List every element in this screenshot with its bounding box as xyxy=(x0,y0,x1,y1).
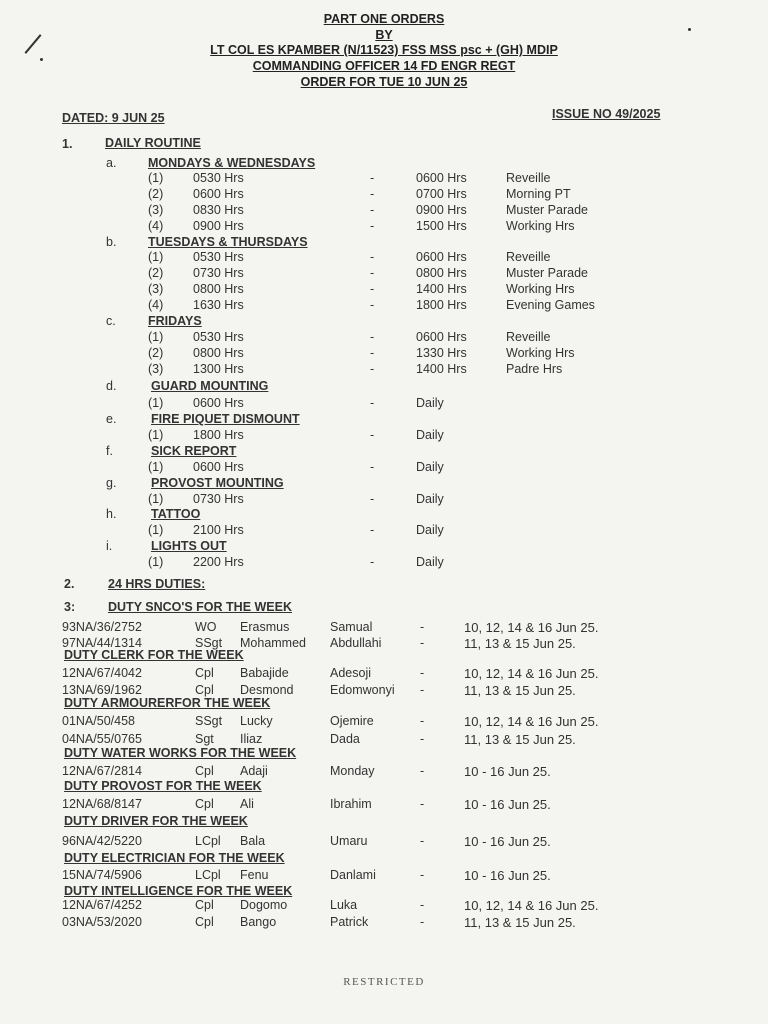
section-number-2: 2. xyxy=(64,577,75,591)
duty-rank: Cpl xyxy=(195,764,214,778)
duty-group-title: DUTY ELECTRICIAN FOR THE WEEK xyxy=(64,851,285,865)
routine-row-start-time: 2100 Hrs xyxy=(193,523,244,537)
header-title: PART ONE ORDERS xyxy=(323,12,445,26)
duty-group-title: DUTY DRIVER FOR THE WEEK xyxy=(64,814,248,828)
routine-row-number: (1) xyxy=(148,523,164,537)
routine-row-dash: - xyxy=(370,555,375,569)
routine-section-title: MONDAYS & WEDNESDAYS xyxy=(148,156,316,170)
duty-service-number: 03NA/53/2020 xyxy=(62,915,142,929)
duty-group-title: DUTY PROVOST FOR THE WEEK xyxy=(64,779,262,793)
duty-first-name: Bala xyxy=(240,834,266,848)
routine-row-end-time: 1800 Hrs xyxy=(416,298,467,312)
routine-section-letter: h. xyxy=(106,507,117,521)
routine-row-end-time: 0900 Hrs xyxy=(416,203,467,217)
duty-first-name: Erasmus xyxy=(240,620,290,634)
routine-row-dash: - xyxy=(370,219,375,233)
duty-dates: 11, 13 & 15 Jun 25. xyxy=(464,915,576,930)
routine-row-dash: - xyxy=(370,187,375,201)
duty-snco-title: DUTY SNCO'S FOR THE WEEK xyxy=(108,600,293,614)
routine-section-title: PROVOST MOUNTING xyxy=(151,476,284,490)
duty-last-name: Dada xyxy=(330,732,360,746)
routine-row-dash: - xyxy=(370,346,375,360)
routine-row-number: (1) xyxy=(148,396,164,410)
duty-dates: 10, 12, 14 & 16 Jun 25. xyxy=(464,714,599,729)
duty-last-name: Luka xyxy=(330,898,358,912)
routine-row-dash: - xyxy=(370,330,375,344)
duty-last-name: Ibrahim xyxy=(330,797,372,811)
routine-row-dash: - xyxy=(370,282,375,296)
duty-rank: Sgt xyxy=(195,732,214,746)
routine-row-dash: - xyxy=(370,203,375,217)
duty-dates: 11, 13 & 15 Jun 25. xyxy=(464,683,576,698)
duty-last-name: Umaru xyxy=(330,834,368,848)
duty-service-number: 12NA/67/2814 xyxy=(62,764,142,778)
duty-rank: SSgt xyxy=(195,714,223,728)
duty-first-name: Iliaz xyxy=(240,732,263,746)
duty-last-name: Patrick xyxy=(330,915,369,929)
duty-dash: - xyxy=(420,868,425,882)
routine-row-start-time: 2200 Hrs xyxy=(193,555,244,569)
routine-row-number: (1) xyxy=(148,555,164,569)
routine-section-title: SICK REPORT xyxy=(151,444,237,458)
duty-group-title: DUTY CLERK FOR THE WEEK xyxy=(64,648,244,662)
duty-last-name: Abdullahi xyxy=(330,636,382,650)
duty-first-name: Lucky xyxy=(240,714,273,728)
routine-row-start-time: 0600 Hrs xyxy=(193,187,244,201)
header-commander: LT COL ES KPAMBER (N/11523) FSS MSS psc + (GH) MDIP xyxy=(210,43,558,57)
duty-dash: - xyxy=(420,636,425,650)
duty-dash: - xyxy=(420,834,425,848)
routine-row-end-time: Daily xyxy=(416,555,444,569)
duties-24-title: 24 HRS DUTIES: xyxy=(108,577,206,591)
duty-dates: 10 - 16 Jun 25. xyxy=(464,834,551,849)
routine-section-letter: a. xyxy=(106,156,117,170)
duty-rank: SSgt xyxy=(195,636,223,650)
duty-dash: - xyxy=(420,898,425,912)
routine-row-number: (3) xyxy=(148,362,164,376)
duty-service-number: 15NA/74/5906 xyxy=(62,868,142,882)
routine-row-number: (1) xyxy=(148,171,164,185)
routine-row-activity: Reveille xyxy=(506,330,551,344)
routine-row-end-time: 0800 Hrs xyxy=(416,266,467,280)
routine-row-end-time: Daily xyxy=(416,460,444,474)
routine-row-number: (2) xyxy=(148,187,164,201)
routine-row-dash: - xyxy=(370,362,375,376)
daily-routine-title: DAILY ROUTINE xyxy=(105,136,201,150)
routine-row-dash: - xyxy=(370,171,375,185)
section-number-3: 3: xyxy=(64,600,76,614)
routine-row-start-time: 0730 Hrs xyxy=(193,266,244,280)
routine-section-title: FIRE PIQUET DISMOUNT xyxy=(151,412,300,426)
duty-dash: - xyxy=(420,915,425,929)
routine-row-end-time: 1400 Hrs xyxy=(416,282,467,296)
routine-row-end-time: 1500 Hrs xyxy=(416,219,467,233)
duty-first-name: Bango xyxy=(240,915,277,929)
dated-label: DATED: 9 JUN 25 xyxy=(62,111,165,125)
routine-section-letter: e. xyxy=(106,412,117,426)
routine-row-activity: Muster Parade xyxy=(506,203,588,217)
routine-row-start-time: 0530 Hrs xyxy=(193,330,244,344)
duty-dates: 10, 12, 14 & 16 Jun 25. xyxy=(464,666,599,681)
duty-first-name: Desmond xyxy=(240,683,294,697)
routine-row-start-time: 0800 Hrs xyxy=(193,282,244,296)
routine-row-start-time: 0830 Hrs xyxy=(193,203,244,217)
routine-row-number: (4) xyxy=(148,219,164,233)
duty-dates: 10 - 16 Jun 25. xyxy=(464,797,551,812)
duty-dates: 11, 13 & 15 Jun 25. xyxy=(464,636,576,651)
duty-service-number: 96NA/42/5220 xyxy=(62,834,142,848)
duty-dates: 10 - 16 Jun 25. xyxy=(464,764,551,779)
routine-row-number: (1) xyxy=(148,428,164,442)
header-by: BY xyxy=(375,28,393,42)
routine-row-dash: - xyxy=(370,266,375,280)
routine-row-end-time: 1330 Hrs xyxy=(416,346,467,360)
routine-row-end-time: Daily xyxy=(416,492,444,506)
routine-section-letter: f. xyxy=(106,444,113,458)
duty-service-number: 04NA/55/0765 xyxy=(62,732,142,746)
routine-row-activity: Padre Hrs xyxy=(506,362,563,376)
routine-section-title: GUARD MOUNTING xyxy=(151,379,269,393)
routine-row-number: (2) xyxy=(148,266,164,280)
routine-row-dash: - xyxy=(370,523,375,537)
header-order-date: ORDER FOR TUE 10 JUN 25 xyxy=(300,75,468,89)
duty-rank: LCpl xyxy=(195,834,221,848)
duty-last-name: Adesoji xyxy=(330,666,371,680)
routine-row-start-time: 0730 Hrs xyxy=(193,492,244,506)
routine-row-activity: Evening Games xyxy=(506,298,595,312)
duty-service-number: 97NA/44/1314 xyxy=(62,636,142,650)
duty-group-title: DUTY WATER WORKS FOR THE WEEK xyxy=(64,746,297,760)
duty-rank: Cpl xyxy=(195,666,214,680)
routine-row-dash: - xyxy=(370,460,375,474)
routine-row-activity: Working Hrs xyxy=(506,282,575,296)
routine-row-start-time: 1800 Hrs xyxy=(193,428,244,442)
duty-rank: Cpl xyxy=(195,797,214,811)
duty-first-name: Mohammed xyxy=(240,636,306,650)
duty-dates: 11, 13 & 15 Jun 25. xyxy=(464,732,576,747)
routine-row-start-time: 0530 Hrs xyxy=(193,171,244,185)
routine-section-title: LIGHTS OUT xyxy=(151,539,227,553)
duty-first-name: Dogomo xyxy=(240,898,288,912)
duty-last-name: Monday xyxy=(330,764,375,778)
routine-row-dash: - xyxy=(370,428,375,442)
duty-service-number: 13NA/69/1962 xyxy=(62,683,142,697)
restricted-footer: RESTRICTED xyxy=(343,976,425,988)
routine-row-activity: Morning PT xyxy=(506,187,571,201)
routine-row-start-time: 0600 Hrs xyxy=(193,396,244,410)
routine-row-activity: Muster Parade xyxy=(506,266,588,280)
routine-row-number: (3) xyxy=(148,203,164,217)
duty-first-name: Ali xyxy=(240,797,254,811)
duty-rank: WO xyxy=(195,620,217,634)
duty-service-number: 12NA/67/4042 xyxy=(62,666,142,680)
routine-row-activity: Reveille xyxy=(506,171,551,185)
routine-row-activity: Working Hrs xyxy=(506,219,575,233)
duty-service-number: 01NA/50/458 xyxy=(62,714,135,728)
routine-row-number: (2) xyxy=(148,346,164,360)
duty-group-title: DUTY INTELLIGENCE FOR THE WEEK xyxy=(64,884,293,898)
duty-dash: - xyxy=(420,797,425,811)
routine-row-dash: - xyxy=(370,298,375,312)
routine-row-start-time: 1300 Hrs xyxy=(193,362,244,376)
routine-row-end-time: 1400 Hrs xyxy=(416,362,467,376)
routine-section-letter: d. xyxy=(106,379,117,393)
routine-section-title: TUESDAYS & THURSDAYS xyxy=(148,235,308,249)
duty-rank: Cpl xyxy=(195,898,214,912)
routine-row-number: (3) xyxy=(148,282,164,296)
duty-dash: - xyxy=(420,620,425,634)
routine-section-letter: b. xyxy=(106,235,117,249)
duty-dash: - xyxy=(420,714,425,728)
duty-dash: - xyxy=(420,666,425,680)
routine-row-start-time: 0530 Hrs xyxy=(193,250,244,264)
routine-row-end-time: 0600 Hrs xyxy=(416,330,467,344)
routine-row-dash: - xyxy=(370,396,375,410)
duty-dates: 10, 12, 14 & 16 Jun 25. xyxy=(464,620,599,635)
routine-row-dash: - xyxy=(370,492,375,506)
duty-first-name: Adaji xyxy=(240,764,268,778)
routine-section-letter: g. xyxy=(106,476,117,490)
duty-dates: 10, 12, 14 & 16 Jun 25. xyxy=(464,898,599,913)
issue-number: ISSUE NO 49/2025 xyxy=(552,107,661,121)
routine-row-number: (1) xyxy=(148,330,164,344)
routine-row-end-time: 0700 Hrs xyxy=(416,187,467,201)
routine-row-number: (4) xyxy=(148,298,164,312)
duty-rank: LCpl xyxy=(195,868,221,882)
duty-service-number: 12NA/68/8147 xyxy=(62,797,142,811)
duty-last-name: Samual xyxy=(330,620,373,634)
duty-last-name: Edomwonyi xyxy=(330,683,395,697)
duty-dash: - xyxy=(420,683,425,697)
routine-row-number: (1) xyxy=(148,492,164,506)
routine-row-start-time: 0600 Hrs xyxy=(193,460,244,474)
section-number-1: 1. xyxy=(62,137,73,151)
routine-row-start-time: 0800 Hrs xyxy=(193,346,244,360)
routine-row-dash: - xyxy=(370,250,375,264)
routine-row-activity: Working Hrs xyxy=(506,346,575,360)
routine-section-letter: c. xyxy=(106,314,116,328)
routine-row-end-time: Daily xyxy=(416,428,444,442)
duty-rank: Cpl xyxy=(195,683,214,697)
duty-group-title: DUTY ARMOURERFOR THE WEEK xyxy=(64,696,271,710)
duty-last-name: Danlami xyxy=(330,868,376,882)
routine-row-end-time: 0600 Hrs xyxy=(416,250,467,264)
duty-service-number: 12NA/67/4252 xyxy=(62,898,142,912)
routine-row-start-time: 0900 Hrs xyxy=(193,219,244,233)
routine-row-number: (1) xyxy=(148,460,164,474)
duty-dash: - xyxy=(420,764,425,778)
routine-row-end-time: Daily xyxy=(416,396,444,410)
duty-service-number: 93NA/36/2752 xyxy=(62,620,142,634)
duty-first-name: Fenu xyxy=(240,868,269,882)
routine-section-title: TATTOO xyxy=(151,507,201,521)
header-appointment: COMMANDING OFFICER 14 FD ENGR REGT xyxy=(252,59,516,73)
routine-row-number: (1) xyxy=(148,250,164,264)
duty-last-name: Ojemire xyxy=(330,714,374,728)
routine-section-letter: i. xyxy=(106,539,113,553)
routine-row-activity: Reveille xyxy=(506,250,551,264)
duty-dates: 10 - 16 Jun 25. xyxy=(464,868,551,883)
routine-row-end-time: 0600 Hrs xyxy=(416,171,467,185)
duty-dash: - xyxy=(420,732,425,746)
duty-first-name: Babajide xyxy=(240,666,289,680)
duty-rank: Cpl xyxy=(195,915,214,929)
routine-row-start-time: 1630 Hrs xyxy=(193,298,244,312)
routine-row-end-time: Daily xyxy=(416,523,444,537)
routine-section-title: FRIDAYS xyxy=(148,314,202,328)
